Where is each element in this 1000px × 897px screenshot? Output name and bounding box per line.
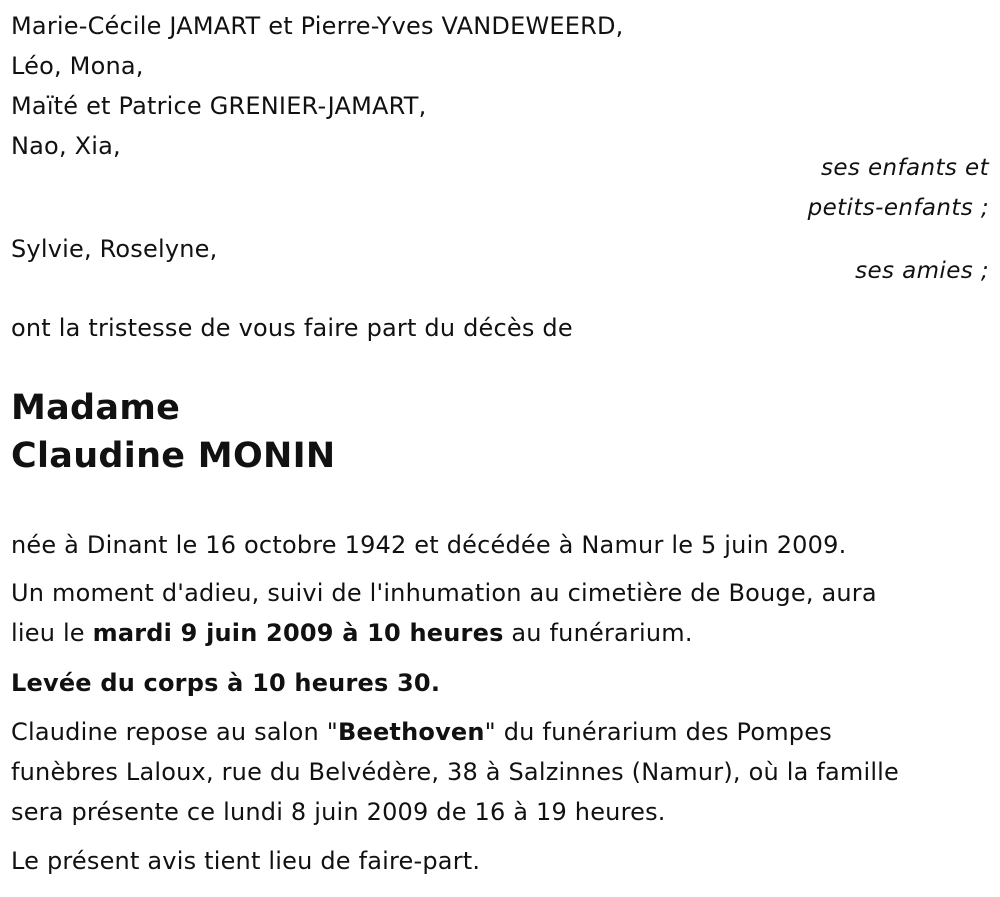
visitation-line-1-suffix: " du funérarium des Pompes — [484, 718, 832, 746]
visitation-line-1 — [11, 717, 832, 747]
relation-grandchildren: petits-enfants ; — [807, 195, 989, 221]
ceremony-line-2-prefix: lieu le — [11, 619, 93, 647]
ceremony-line-1: Un moment d'adieu, suivi de l'inhumation au cimetière de Bouge, aura — [11, 579, 877, 607]
family-line-2: Léo, Mona, — [11, 52, 144, 80]
levee-line: Levée du corps à 10 heures 30. — [11, 669, 441, 697]
visitation-line-1-prefix: Claudine repose au salon " — [11, 718, 338, 746]
family-line-3: Maïté et Patrice GRENIER-JAMART, — [11, 92, 427, 120]
visitation-line-3: sera présente ce lundi 8 juin 2009 de 16 à 19 heures. — [11, 798, 666, 826]
announcement-text: ont la tristesse de vous faire part du décès de — [11, 314, 573, 342]
family-line-1: Marie-Cécile JAMART et Pierre-Yves VANDEWEERD, — [11, 12, 624, 40]
deceased-title: Madame — [11, 388, 181, 428]
deceased-name: Claudine MONIN — [11, 436, 336, 476]
visitation-line-2: funèbres Laloux, rue du Belvédère, 38 à Salzinnes (Namur), où la famille — [11, 758, 900, 786]
closing-line: Le présent avis tient lieu de faire-part. — [11, 847, 481, 875]
ceremony-line-2 — [11, 618, 693, 648]
birth-death-line: née à Dinant le 16 octobre 1942 et décédée à Namur le 5 juin 2009. — [11, 531, 847, 559]
relation-friends: ses amies ; — [855, 258, 989, 284]
ceremony-line-2-suffix: au funérarium. — [503, 619, 693, 647]
ceremony-datetime: mardi 9 juin 2009 à 10 heures — [92, 619, 504, 647]
family-line-5: Sylvie, Roselyne, — [11, 235, 218, 263]
relation-children: ses enfants et — [820, 155, 989, 181]
salon-name: Beethoven — [337, 718, 485, 746]
family-line-4: Nao, Xia, — [11, 132, 121, 160]
